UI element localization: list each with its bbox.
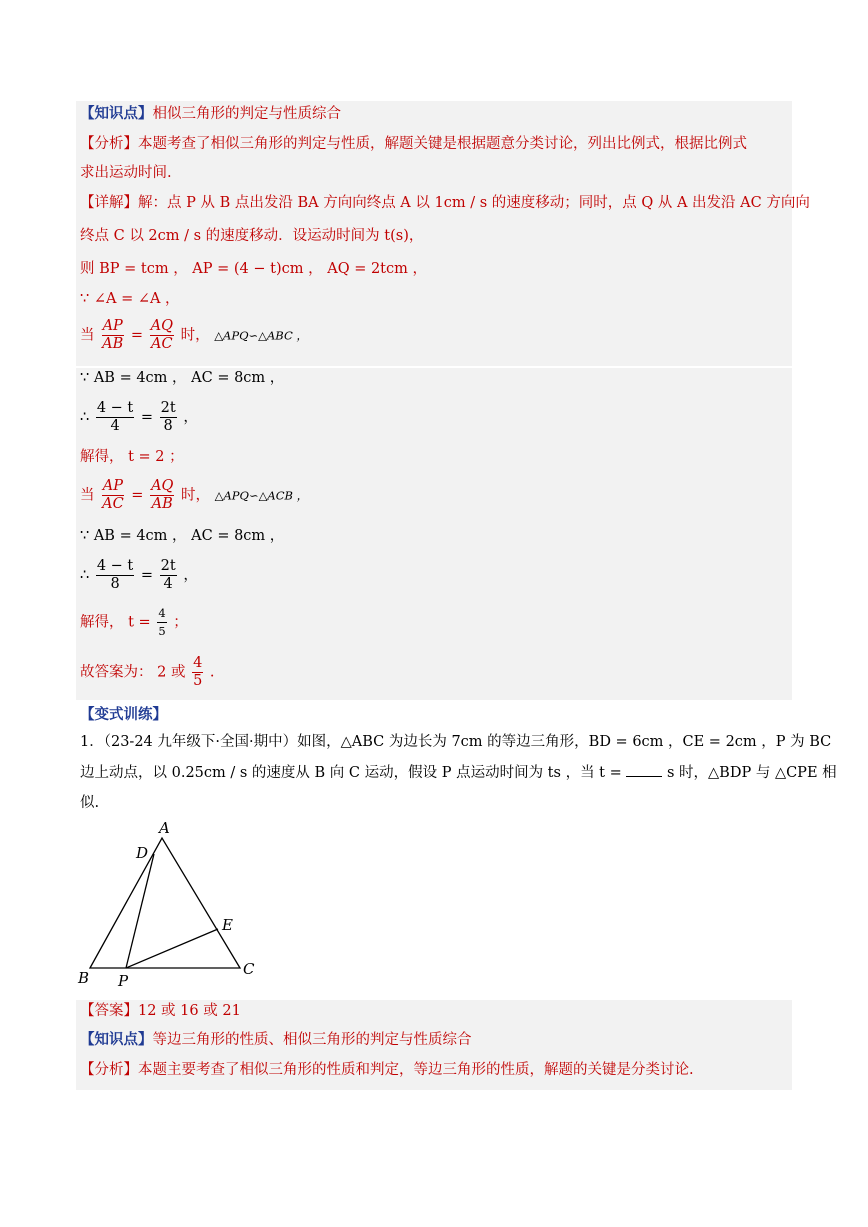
- label-d: D: [136, 844, 149, 862]
- given-text-6: ∵ AB = 4cm ， AC = 8cm ，: [80, 370, 285, 386]
- case1-prefix: 当: [80, 327, 95, 344]
- label-c: C: [243, 960, 255, 978]
- equation-line-3: [80, 258, 427, 280]
- knowledge-point-line: [80, 103, 341, 125]
- case1-similarity: △APQ∽△ABC ，: [214, 328, 308, 343]
- fraction-4-5: $\frac{4}{5}$: [158, 606, 166, 638]
- given-text-10: ∵ AB = 4cm ， AC = 8cm ，: [80, 528, 285, 544]
- answer-blank[interactable]: [626, 762, 662, 777]
- knowledge-text: 相似三角形的判定与性质综合: [152, 106, 341, 122]
- knowledge-tag: 【知识点】: [80, 105, 153, 122]
- knowledge-point-line-2: 【知识点】等边三角形的性质、相似三角形的判定与性质综合: [80, 1031, 472, 1048]
- analysis-text-2: 求出运动时间.: [80, 165, 172, 181]
- label-b: B: [78, 969, 90, 987]
- answer-line: 故答案为： 2 或 $\frac{4}{5}$ .: [80, 655, 215, 689]
- ratio-line-11: ∴ $\frac{4 - t}{8}$ = $\frac{2t}{4}$ ，: [80, 558, 198, 592]
- segment-pe: [126, 929, 218, 968]
- fraction-aq-ab: $\frac{AQ}{AB}$: [151, 478, 174, 512]
- analysis-line-3: 【分析】本题主要考查了相似三角形的性质和判定，等边三角形的性质，解题的关键是分类讨论.: [80, 1062, 694, 1078]
- analysis-line-2: [80, 162, 172, 184]
- analysis-text-1: 本题考查了相似三角形的判定与性质，解题关键是根据题意分类讨论，列出比例式，根据比例式: [138, 136, 747, 152]
- given-line-6: [80, 367, 284, 389]
- solve-line-8: [80, 446, 184, 468]
- fraction-4t-4: $\frac{4 - t}{4}$: [96, 400, 134, 434]
- solve-text-8: 解得， t = 2 ；: [80, 449, 184, 465]
- question-line-3: 似.: [80, 795, 100, 811]
- ratio-line-7: ∴ $\frac{4 - t}{4}$ = $\frac{2t}{8}$ ，: [80, 400, 198, 434]
- detail-text-1: 解：点 P 从 B 点出发沿 BA 方向向终点 A 以 1cm / s 的速度移动；同时，点 Q 从 A 出发沿 AC 方向向: [138, 195, 810, 211]
- detail-line-2: [80, 225, 423, 247]
- equation-text-4: ∵ ∠A = ∠A ，: [80, 291, 180, 307]
- fraction-ap-ab: $\frac{AP}{AB}$: [102, 318, 124, 352]
- detail-text-2: 终点 C 以 2cm / s 的速度移动．设运动时间为 t(s)，: [80, 228, 424, 244]
- label-e: E: [222, 916, 233, 934]
- label-p: P: [118, 972, 129, 990]
- answer-tag-line: 【答案】12 或 16 或 21: [80, 1003, 241, 1019]
- fraction-2t-8: $\frac{2t}{8}$: [160, 400, 176, 434]
- fraction-aq-ac: $\frac{AQ}{AC}$: [150, 318, 173, 352]
- segment-dp: [126, 854, 154, 968]
- case2-similarity: △APQ∽△ACB ，: [214, 488, 309, 503]
- label-a: A: [159, 819, 170, 837]
- detail-tag: 【详解】: [80, 195, 138, 211]
- equation-text-3: 则 BP = tcm ， AP = (4 − t)cm ， AQ = 2tcm ，: [80, 261, 427, 277]
- fraction-2t-4: $\frac{2t}{4}$: [160, 558, 176, 592]
- question-line-1: 1．（23-24 九年级下·全国·期中）如图，△ABC 为边长为 7cm 的等边三角形，BD = 6cm ，CE = 2cm ，P 为 BC: [80, 734, 832, 750]
- fraction-4t-8: $\frac{4 - t}{8}$: [96, 558, 134, 592]
- case2-line: 当 $\frac{AP}{AC}$ = $\frac{AQ}{AB}$ 时， △APQ∽△ACB ，: [80, 478, 309, 512]
- analysis-tag: 【分析】: [80, 136, 138, 152]
- case1-suffix: 时，: [180, 327, 210, 344]
- analysis-line-1: [80, 133, 747, 155]
- equation-line-4: [80, 288, 180, 310]
- variant-header: 【变式训练】: [80, 706, 167, 723]
- solve-line-12: 解得， t = $\frac{4}{5}$ ；: [80, 606, 188, 638]
- given-line-10: [80, 525, 284, 547]
- triangle-figure: [70, 818, 270, 993]
- question-line-2: 边上动点，以 0.25cm / s 的速度从 B 向 C 运动，假设 P 点运动时间为 ts ，当 t = s 时，△BDP 与 △CPE 相: [80, 762, 837, 784]
- detail-line-1: [80, 192, 810, 214]
- case1-line: 当 $\frac{AP}{AB}$ = $\frac{AQ}{AC}$ 时， △APQ∽△ABC ，: [80, 318, 308, 352]
- fraction-ap-ac: $\frac{AP}{AC}$: [102, 478, 124, 512]
- fraction-answer-4-5: $\frac{4}{5}$: [193, 655, 203, 689]
- triangle-abc: [90, 838, 240, 968]
